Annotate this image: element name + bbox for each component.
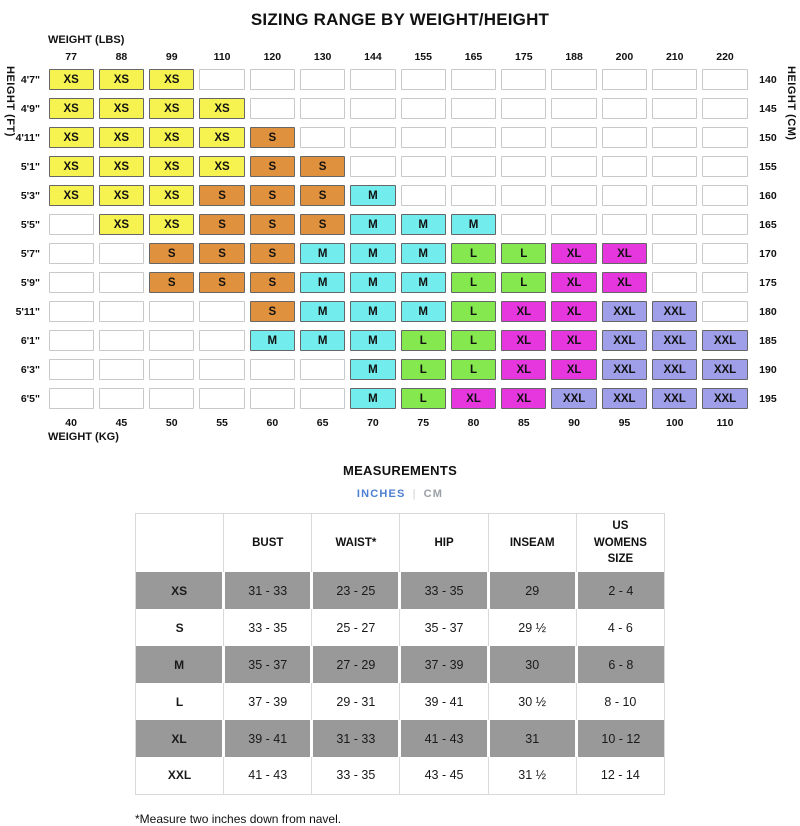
empty-cell: [702, 272, 747, 293]
empty-cell: [451, 98, 496, 119]
empty-cell: [501, 127, 546, 148]
height-cm-tick: 160: [759, 189, 777, 202]
size-cell: M: [300, 330, 345, 351]
measurement-cell: 31: [488, 720, 576, 757]
size-cell: XL: [501, 388, 546, 409]
empty-cell: [451, 127, 496, 148]
size-cell: XS: [99, 156, 144, 177]
measurement-cell: 41 - 43: [400, 720, 488, 757]
size-cell: M: [350, 243, 395, 264]
empty-cell: [501, 214, 546, 235]
measurement-cell: 30 ½: [488, 683, 576, 720]
size-cell: XS: [99, 214, 144, 235]
weight-lbs-tick: 88: [115, 51, 128, 63]
size-cell: XXL: [602, 301, 647, 322]
empty-cell: [199, 388, 244, 409]
weight-lbs-axis-label: WEIGHT (LBS): [48, 34, 125, 46]
size-cell: XXL: [551, 388, 596, 409]
size-cell: XXL: [652, 388, 697, 409]
empty-cell: [401, 98, 446, 119]
size-cell: S: [199, 185, 244, 206]
empty-cell: [702, 156, 747, 177]
weight-lbs-tick: 144: [364, 51, 382, 63]
table-row: [136, 572, 665, 609]
size-cell: XS: [99, 127, 144, 148]
size-cell: XL: [501, 330, 546, 351]
units-inches-toggle[interactable]: INCHES: [356, 488, 406, 500]
weight-lbs-tick: 155: [414, 51, 432, 63]
units-cm-toggle[interactable]: CM: [423, 488, 444, 500]
empty-cell: [199, 69, 244, 90]
height-cm-tick: 165: [759, 218, 777, 231]
weight-lbs-tick: 110: [213, 51, 231, 63]
size-cell: XXL: [652, 359, 697, 380]
size-cell: S: [250, 214, 295, 235]
size-cell: XS: [149, 98, 194, 119]
size-cell: XL: [602, 243, 647, 264]
size-cell: S: [250, 156, 295, 177]
empty-cell: [99, 243, 144, 264]
measurement-cell: 33 - 35: [224, 609, 312, 646]
empty-cell: [652, 185, 697, 206]
height-ft-axis-label: HEIGHT (FT): [4, 66, 16, 137]
empty-cell: [99, 388, 144, 409]
size-cell: L: [451, 301, 496, 322]
empty-cell: [250, 98, 295, 119]
empty-cell: [250, 69, 295, 90]
column-header: US WOMENS SIZE: [576, 514, 664, 573]
empty-cell: [350, 127, 395, 148]
size-cell: S: [250, 243, 295, 264]
size-cell: XS: [149, 127, 194, 148]
size-cell: XXL: [702, 330, 747, 351]
empty-cell: [702, 243, 747, 264]
table-row: [136, 646, 665, 683]
weight-kg-tick: 75: [417, 417, 430, 429]
size-cell: L: [451, 330, 496, 351]
size-cell: XS: [99, 98, 144, 119]
height-cm-tick: 155: [759, 160, 777, 173]
measurement-cell: 37 - 39: [224, 683, 312, 720]
size-cell: S: [250, 127, 295, 148]
column-header: [136, 514, 224, 573]
weight-kg-axis-label: WEIGHT (KG): [48, 431, 119, 443]
size-cell: XS: [149, 185, 194, 206]
empty-cell: [652, 214, 697, 235]
height-cm-tick: 145: [759, 102, 777, 115]
height-ft-tick: 6'3": [20, 363, 40, 376]
size-cell: S: [199, 272, 244, 293]
empty-cell: [602, 127, 647, 148]
empty-cell: [99, 301, 144, 322]
empty-cell: [149, 359, 194, 380]
height-ft-tick: 6'1": [20, 334, 40, 347]
size-cell: XS: [99, 69, 144, 90]
size-cell: XS: [49, 127, 94, 148]
empty-cell: [501, 156, 546, 177]
weight-lbs-tick: 130: [313, 51, 332, 63]
empty-cell: [451, 156, 496, 177]
empty-cell: [551, 214, 596, 235]
size-cell: XS: [149, 214, 194, 235]
weight-lbs-tick: 200: [615, 51, 634, 63]
height-ft-tick: 5'3": [20, 189, 40, 202]
size-cell: M: [401, 243, 446, 264]
height-cm-tick: 185: [759, 334, 777, 347]
size-cell: XL: [551, 359, 596, 380]
size-cell: XS: [99, 185, 144, 206]
size-cell: M: [350, 185, 395, 206]
size-cell: XL: [501, 301, 546, 322]
measurement-cell: 35 - 37: [224, 646, 312, 683]
measurement-cell: 12 - 14: [576, 757, 664, 794]
empty-cell: [49, 301, 94, 322]
weight-lbs-tick: 99: [165, 51, 178, 63]
empty-cell: [602, 69, 647, 90]
measurement-cell: 25 - 27: [312, 609, 400, 646]
measurement-cell: 29 - 31: [312, 683, 400, 720]
height-ft-tick: 5'11": [15, 305, 40, 318]
measurement-cell: 39 - 41: [224, 720, 312, 757]
size-cell: M: [350, 359, 395, 380]
empty-cell: [49, 214, 94, 235]
empty-cell: [702, 127, 747, 148]
size-cell: XS: [49, 98, 94, 119]
units-separator: |: [412, 488, 417, 500]
empty-cell: [199, 301, 244, 322]
weight-lbs-tick: 77: [65, 51, 77, 63]
empty-cell: [350, 98, 395, 119]
empty-cell: [300, 127, 345, 148]
weight-kg-tick: 110: [716, 417, 734, 429]
empty-cell: [652, 156, 697, 177]
height-ft-tick: 4'7": [20, 73, 40, 86]
size-cell: M: [350, 301, 395, 322]
height-ft-tick: 4'9": [20, 102, 40, 115]
size-cell: L: [451, 359, 496, 380]
size-cell: S: [250, 301, 295, 322]
units-toggle: [0, 488, 800, 500]
measurements-table: [135, 513, 665, 795]
empty-cell: [49, 243, 94, 264]
size-cell: M: [401, 301, 446, 322]
height-ft-tick: 6'5": [20, 392, 40, 405]
weight-lbs-tick: 220: [716, 51, 734, 63]
empty-cell: [300, 69, 345, 90]
size-cell: L: [401, 388, 446, 409]
size-label-cell: M: [136, 646, 224, 683]
height-ft-tick: 5'9": [20, 276, 40, 289]
sizing-grid: [0, 49, 800, 433]
empty-cell: [451, 185, 496, 206]
size-cell: M: [350, 214, 395, 235]
empty-cell: [702, 214, 747, 235]
size-cell: XL: [551, 243, 596, 264]
empty-cell: [401, 69, 446, 90]
page-title: SIZING RANGE BY WEIGHT/HEIGHT: [250, 10, 550, 29]
empty-cell: [199, 330, 244, 351]
size-cell: M: [451, 214, 496, 235]
size-cell: L: [401, 359, 446, 380]
weight-kg-tick: 95: [618, 417, 631, 429]
measurements-section: [0, 463, 800, 826]
empty-cell: [401, 156, 446, 177]
empty-cell: [501, 185, 546, 206]
height-cm-axis-label: HEIGHT (CM): [785, 66, 797, 141]
empty-cell: [199, 359, 244, 380]
empty-cell: [49, 388, 94, 409]
measurement-cell: 31 ½: [488, 757, 576, 794]
size-label-cell: L: [175, 694, 184, 709]
size-cell: XL: [451, 388, 496, 409]
size-cell: M: [300, 301, 345, 322]
measurement-cell: 8 - 10: [576, 683, 664, 720]
column-header: HIP: [400, 514, 488, 573]
empty-cell: [602, 185, 647, 206]
measurement-cell: 2 - 4: [576, 572, 664, 609]
size-cell: XXL: [602, 330, 647, 351]
table-row: [136, 720, 665, 757]
size-cell: S: [250, 272, 295, 293]
measurement-cell: 27 - 29: [312, 646, 400, 683]
weight-lbs-tick: 188: [565, 51, 583, 63]
measurement-cell: 29: [488, 572, 576, 609]
empty-cell: [49, 359, 94, 380]
empty-cell: [99, 330, 144, 351]
measurements-footnote: *Measure two inches down from navel.: [135, 811, 342, 826]
height-cm-tick: 195: [759, 392, 777, 405]
measurement-cell: 10 - 12: [576, 720, 664, 757]
measurement-cell: 41 - 43: [224, 757, 312, 794]
empty-cell: [602, 98, 647, 119]
empty-cell: [702, 98, 747, 119]
measurement-cell: 31 - 33: [312, 720, 400, 757]
empty-cell: [551, 156, 596, 177]
size-cell: XS: [199, 98, 244, 119]
measurement-cell: 23 - 25: [312, 572, 400, 609]
measurement-cell: 29 ½: [488, 609, 576, 646]
table-row: [136, 683, 665, 720]
size-cell: XS: [199, 156, 244, 177]
height-ft-tick: 5'5": [20, 218, 40, 231]
empty-cell: [602, 156, 647, 177]
height-ft-tick: 5'7": [20, 247, 40, 260]
empty-cell: [99, 272, 144, 293]
size-label-cell: XXL: [167, 768, 192, 783]
empty-cell: [149, 301, 194, 322]
size-cell: S: [300, 214, 345, 235]
weight-kg-tick: 80: [467, 417, 480, 429]
size-cell: XS: [49, 156, 94, 177]
size-cell: XXL: [652, 330, 697, 351]
column-header: INSEAM: [488, 514, 576, 573]
size-cell: L: [501, 243, 546, 264]
weight-kg-tick: 85: [517, 417, 530, 429]
measurement-cell: 39 - 41: [400, 683, 488, 720]
size-cell: XS: [149, 69, 194, 90]
size-label-cell: XL: [136, 720, 224, 757]
empty-cell: [702, 69, 747, 90]
empty-cell: [350, 69, 395, 90]
size-cell: L: [401, 330, 446, 351]
empty-cell: [602, 214, 647, 235]
size-cell: M: [300, 243, 345, 264]
height-cm-tick: 180: [759, 305, 777, 318]
measurement-cell: 37 - 39: [400, 646, 488, 683]
empty-cell: [652, 127, 697, 148]
sizing-chart: [0, 34, 800, 443]
weight-lbs-tick: 210: [665, 51, 684, 63]
measurement-cell: 43 - 45: [400, 757, 488, 794]
empty-cell: [451, 69, 496, 90]
weight-kg-tick: 50: [165, 417, 178, 429]
weight-kg-tick: 90: [568, 417, 580, 429]
size-cell: XL: [501, 359, 546, 380]
weight-lbs-tick: 165: [464, 51, 483, 63]
size-cell: S: [250, 185, 295, 206]
height-ft-tick: 4'11": [15, 131, 40, 144]
empty-cell: [49, 272, 94, 293]
size-cell: XXL: [702, 388, 747, 409]
empty-cell: [350, 156, 395, 177]
size-cell: S: [149, 272, 194, 293]
size-cell: M: [401, 272, 446, 293]
weight-kg-tick: 55: [216, 417, 228, 429]
size-cell: M: [300, 272, 345, 293]
empty-cell: [250, 359, 295, 380]
empty-cell: [551, 98, 596, 119]
height-cm-tick: 140: [759, 73, 777, 86]
weight-kg-tick: 40: [65, 417, 77, 429]
height-cm-tick: 175: [759, 276, 777, 289]
empty-cell: [652, 243, 697, 264]
size-label-cell: S: [175, 620, 184, 635]
size-cell: XL: [551, 301, 596, 322]
size-cell: M: [350, 272, 395, 293]
measurements-title: MEASUREMENTS: [342, 463, 458, 478]
empty-cell: [149, 330, 194, 351]
weight-kg-tick: 70: [367, 417, 379, 429]
measurement-cell: 30: [488, 646, 576, 683]
measurement-cell: 33 - 35: [400, 572, 488, 609]
height-cm-tick: 150: [759, 131, 777, 144]
size-label-cell: XS: [136, 572, 224, 609]
empty-cell: [149, 388, 194, 409]
table-row: [136, 609, 665, 646]
size-cell: M: [350, 330, 395, 351]
size-cell: XL: [551, 330, 596, 351]
height-cm-tick: 170: [759, 247, 777, 260]
size-cell: XXL: [602, 388, 647, 409]
weight-kg-tick: 65: [316, 417, 329, 429]
table-row: [136, 757, 665, 794]
empty-cell: [551, 185, 596, 206]
empty-cell: [99, 359, 144, 380]
size-cell: S: [199, 214, 244, 235]
column-header: BUST: [224, 514, 312, 573]
height-ft-tick: 5'1": [20, 160, 40, 173]
empty-cell: [401, 127, 446, 148]
empty-cell: [250, 388, 295, 409]
weight-kg-tick: 45: [115, 417, 128, 429]
size-cell: XS: [49, 185, 94, 206]
size-cell: XS: [199, 127, 244, 148]
size-cell: L: [451, 272, 496, 293]
empty-cell: [300, 359, 345, 380]
empty-cell: [551, 127, 596, 148]
weight-lbs-tick: 120: [263, 51, 282, 63]
size-cell: M: [401, 214, 446, 235]
size-cell: XXL: [652, 301, 697, 322]
measurement-cell: 31 - 33: [224, 572, 312, 609]
empty-cell: [702, 185, 747, 206]
weight-kg-tick: 100: [665, 417, 684, 429]
measurement-cell: 4 - 6: [576, 609, 664, 646]
empty-cell: [551, 69, 596, 90]
measurement-cell: 33 - 35: [312, 757, 400, 794]
measurement-cell: 6 - 8: [576, 646, 664, 683]
size-cell: S: [149, 243, 194, 264]
empty-cell: [501, 98, 546, 119]
empty-cell: [652, 69, 697, 90]
empty-cell: [652, 98, 697, 119]
column-header: WAIST*: [312, 514, 400, 573]
empty-cell: [49, 330, 94, 351]
height-cm-tick: 190: [759, 363, 777, 376]
size-cell: L: [501, 272, 546, 293]
measurement-cell: 35 - 37: [400, 609, 488, 646]
size-cell: M: [250, 330, 295, 351]
table-header-row: [136, 514, 665, 573]
size-cell: XXL: [702, 359, 747, 380]
size-cell: XS: [49, 69, 94, 90]
size-cell: XS: [149, 156, 194, 177]
size-cell: M: [350, 388, 395, 409]
empty-cell: [501, 69, 546, 90]
empty-cell: [300, 98, 345, 119]
size-cell: XL: [602, 272, 647, 293]
empty-cell: [652, 272, 697, 293]
size-cell: S: [199, 243, 244, 264]
size-cell: XL: [551, 272, 596, 293]
size-cell: XXL: [602, 359, 647, 380]
empty-cell: [702, 301, 747, 322]
empty-cell: [401, 185, 446, 206]
size-cell: S: [300, 185, 345, 206]
size-cell: S: [300, 156, 345, 177]
size-cell: L: [451, 243, 496, 264]
weight-lbs-tick: 175: [515, 51, 533, 63]
empty-cell: [300, 388, 345, 409]
weight-kg-tick: 60: [266, 417, 279, 429]
